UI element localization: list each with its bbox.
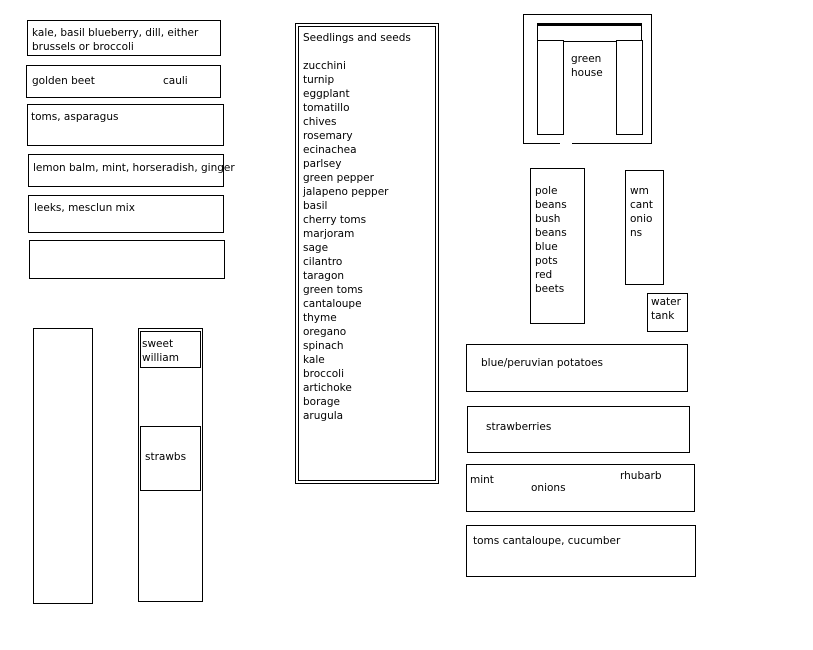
seedling-item: thyme [303,312,337,324]
bed-golden-beet-label: golden beet [32,75,95,87]
bed-onions-label: onions [531,482,566,494]
bed-sweet-william-label: sweet william [142,338,179,364]
bed-strawberries-label: strawberries [486,421,552,433]
bed-strawbs-label: strawbs [145,451,187,463]
bed-tall-empty [33,328,93,604]
seedling-item: cherry toms [303,214,367,226]
bed-kale-basil-label: kale, basil blueberry, dill, either brussels or broccoli [32,27,199,53]
seedlings-items [303,59,388,423]
seedling-item: basil [303,200,328,212]
seedling-item: oregano [303,326,347,338]
bed-empty [29,240,225,279]
seedling-item: broccoli [303,368,344,380]
bed-beans-line: beans [535,227,567,239]
bed-rhubarb-label: rhubarb [620,470,662,482]
bed-wm-label [630,184,653,240]
bed-potatoes-label: blue/peruvian potatoes [481,357,604,369]
seedling-item: zucchini [303,60,346,72]
bed-wm-line: ns [630,227,643,239]
seedling-item: jalapeno pepper [303,186,389,198]
seedling-item: turnip [303,74,335,86]
water-tank-label-1: water [651,296,681,308]
bed-beans-line: red [535,269,553,281]
seedling-item: parlsey [303,158,342,170]
seedling-item: chives [303,116,337,128]
seedling-item: rosemary [303,130,353,142]
bed-beans-label [535,184,567,296]
seedling-item: green pepper [303,172,374,184]
bed-beans-line: pots [535,255,558,267]
bed-toms-cantaloupe [466,525,696,577]
bed-wm-line: onio [630,213,653,225]
seedling-item: taragon [303,270,345,282]
seedling-item: marjoram [303,228,355,240]
seedling-item: spinach [303,340,344,352]
bed-lemon-balm-label: lemon balm, mint, horseradish, ginger [33,162,235,174]
seedling-item: tomatillo [303,102,350,114]
seedling-item: artichoke [303,382,352,394]
seedling-item: borage [303,396,340,408]
greenhouse-door-gap [560,142,572,146]
bed-mint-label: mint [470,474,494,486]
bed-leeks-label: leeks, mesclun mix [34,202,135,214]
greenhouse-left-bench [537,40,564,135]
seedlings-title: Seedlings and seeds [303,32,411,44]
greenhouse-label-1: green [571,53,602,65]
seedling-item: sage [303,242,329,254]
seedling-item: cantaloupe [303,298,362,310]
bed-cauli-label: cauli [163,75,188,87]
bed-beans-line: beets [535,283,565,295]
bed-wm-line: wm [630,185,649,197]
bed-toms-asparagus-label: toms, asparagus [31,111,119,123]
bed-toms-cantaloupe-label: toms cantaloupe, cucumber [473,535,621,547]
bed-beans-line: blue [535,241,558,253]
bed-beans-line: bush [535,213,561,225]
seedling-item: arugula [303,410,344,422]
greenhouse-right-bench [616,40,643,135]
bed-beans-line: pole [535,185,558,197]
seedling-item: eggplant [303,88,350,100]
seedling-item: green toms [303,284,363,296]
greenhouse-label-2: house [571,67,603,79]
seedling-item: cilantro [303,256,343,268]
bed-wm-line: cant [630,199,653,211]
water-tank-label-2: tank [651,310,675,322]
seedling-item: kale [303,354,325,366]
seedling-item: ecinachea [303,144,357,156]
bed-beans-line: beans [535,199,567,211]
